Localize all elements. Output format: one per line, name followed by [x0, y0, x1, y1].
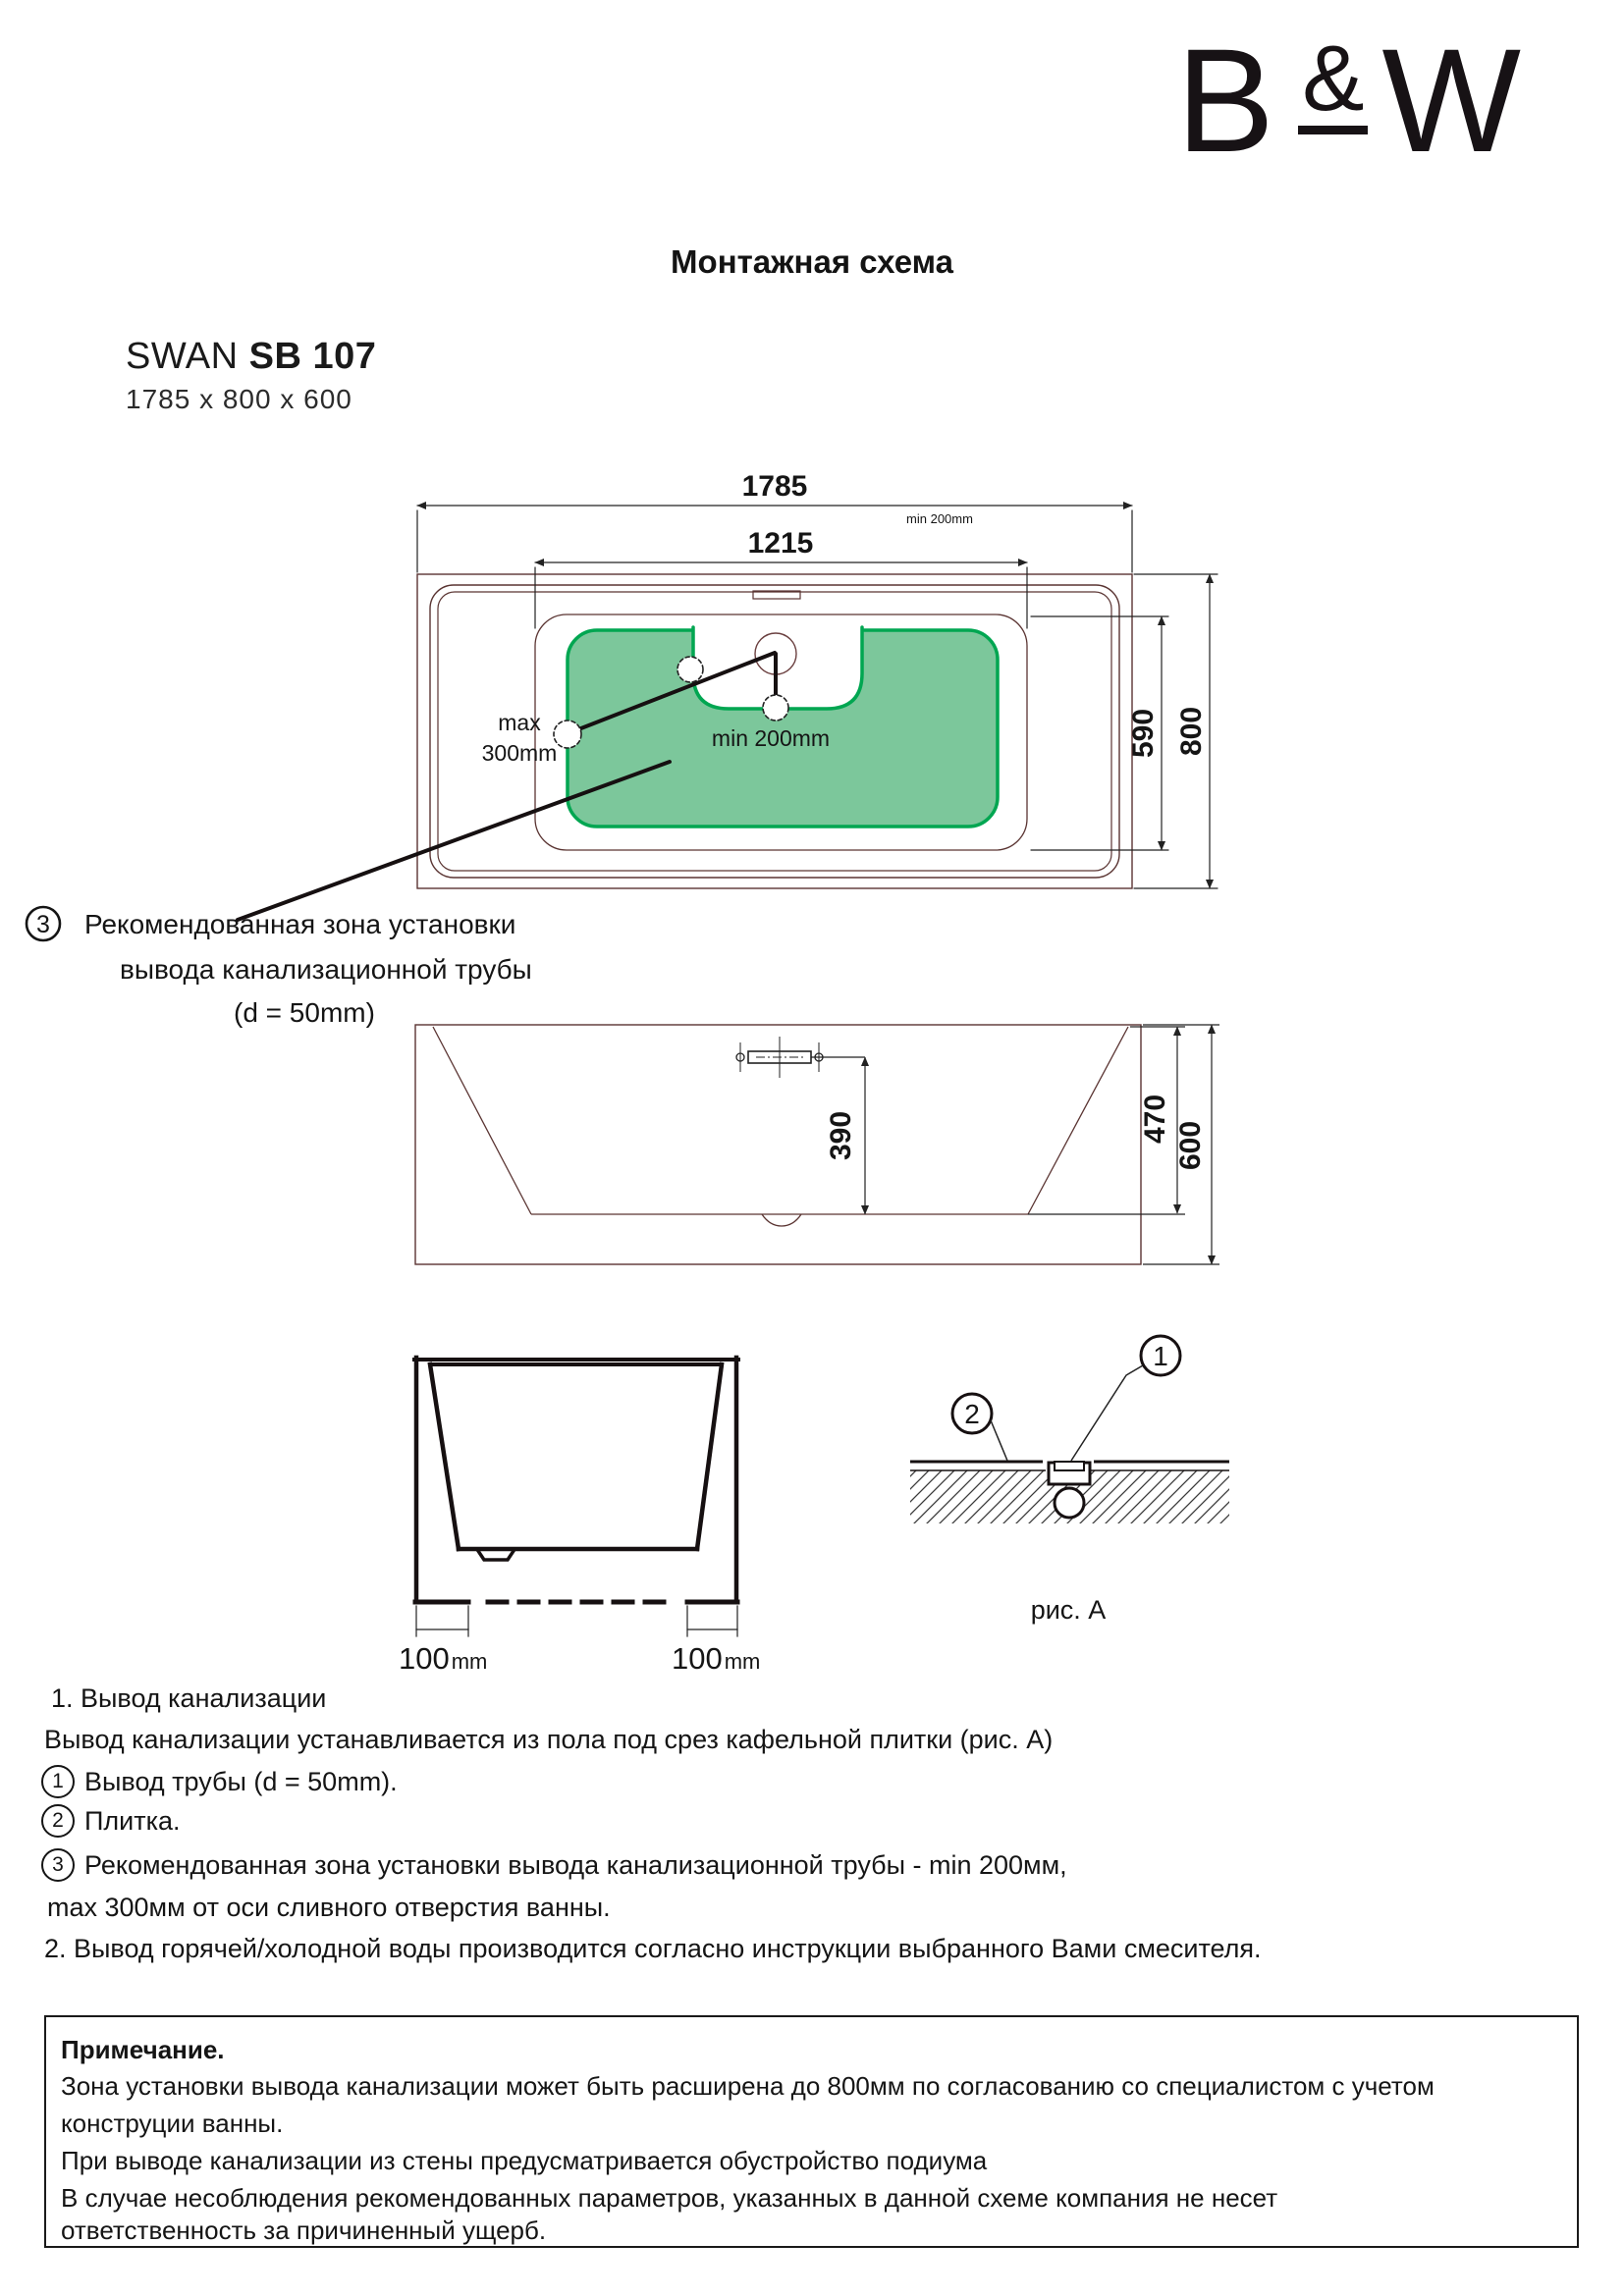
side-left-wall [433, 1027, 531, 1214]
drain-cover [1055, 1462, 1084, 1470]
logo-ampersand-icon: & [1298, 39, 1368, 134]
product-model: SB 107 [248, 336, 377, 377]
min-pipe-marker [763, 695, 788, 721]
pipe-position-marker [677, 657, 703, 682]
page-title: Монтажная схема [671, 243, 953, 280]
zone-max-label-1: max [498, 710, 541, 735]
note-item-3-cont: max 300мм от оси сливного отверстия ванны. [47, 1893, 611, 1922]
installation-drawing [0, 432, 1276, 1679]
product-block [126, 336, 376, 415]
side-view [415, 1025, 1219, 1264]
note-item-2-badge: 2 [41, 1804, 75, 1838]
dim-390: 390 [825, 1110, 857, 1161]
zone-max-label-2: 300mm [481, 740, 558, 766]
front-view [399, 1358, 760, 1676]
dim-470: 470 [1139, 1094, 1171, 1145]
front-drain-recess [478, 1551, 514, 1560]
remark-line-5: ответственность за причиненный ущерб. [61, 2216, 547, 2245]
callout3-leader-line [238, 762, 670, 920]
note-item-3-badge: 3 [41, 1848, 75, 1882]
note-line-7: 2. Вывод горячей/холодной воды производится согласно инструкции выбранного Вами смесителя. [44, 1934, 1262, 1963]
figure-a-caption: рис. А [1030, 1595, 1107, 1625]
max-pipe-marker [554, 721, 581, 748]
dim-1785: 1785 [741, 470, 808, 503]
dim-1215: 1215 [747, 527, 814, 560]
callout3 [27, 907, 532, 1028]
side-drain-recess [762, 1214, 801, 1226]
dim-600: 600 [1174, 1120, 1207, 1171]
dim-100mm-right: 100mm [672, 1641, 761, 1676]
callout2-number: 2 [964, 1399, 980, 1429]
figure-a [910, 1336, 1229, 1625]
dim-590: 590 [1127, 708, 1160, 759]
gap-note-min200: min 200mm [906, 511, 973, 526]
remark-line-3: При выводе канализации из стены предусматривается обустройство подиума [61, 2146, 988, 2175]
note-line-1: 1. Вывод канализации [51, 1683, 327, 1713]
dim-100mm-left: 100mm [399, 1641, 488, 1676]
callout2-leader [991, 1420, 1007, 1461]
front-view-dimensions [416, 1606, 737, 1636]
remark-box [44, 2015, 1579, 2248]
callout3-line3: (d = 50mm) [234, 997, 375, 1028]
front-right-wall [697, 1364, 722, 1549]
side-outline [415, 1025, 1141, 1264]
drain-pipe-circle [1055, 1488, 1084, 1518]
front-left-wall [430, 1364, 459, 1549]
note-item-2: 2 Плитка. [41, 1804, 181, 1838]
zone-min-label: min 200mm [711, 725, 831, 751]
note-item-1-badge: 1 [41, 1765, 75, 1798]
remark-line-4: В случае несоблюдения рекомендованных параметров, указанных в данной схеме компания не несет [61, 2183, 1278, 2213]
side-overflow-fitting [736, 1037, 823, 1078]
remark-line-1: Зона установки вывода канализации может быть расширена до 800мм по согласованию со специалистом с учетом [61, 2071, 1435, 2101]
brand-logo [1176, 18, 1520, 183]
product-name: SWAN SB 107 [126, 336, 377, 377]
callout3-number: 3 [36, 911, 50, 938]
callout3-line1: Рекомендованная зона установки [84, 909, 516, 939]
callout1-leader [1071, 1365, 1143, 1461]
side-right-wall [1028, 1027, 1128, 1214]
callout1-number: 1 [1153, 1341, 1168, 1371]
product-dimensions: 1785 x 800 x 600 [126, 384, 352, 414]
logo-letter-w: W [1381, 18, 1520, 183]
dim-800: 800 [1175, 706, 1208, 757]
remark-title: Примечание. [61, 2035, 225, 2064]
note-item-1: 1 Вывод трубы (d = 50mm). [41, 1765, 398, 1798]
callout3-line2: вывода канализационной трубы [120, 954, 532, 985]
logo-letter-b: B [1176, 18, 1273, 183]
remark-line-2: конструции ванны. [61, 2109, 284, 2138]
note-line-2: Вывод канализации устанавливается из пола под срез кафельной плитки (рис. А) [44, 1725, 1054, 1754]
note-item-3: 3 Рекомендованная зона установки вывода канализационной трубы - min 200мм, [41, 1848, 1067, 1882]
top-view [238, 470, 1218, 920]
